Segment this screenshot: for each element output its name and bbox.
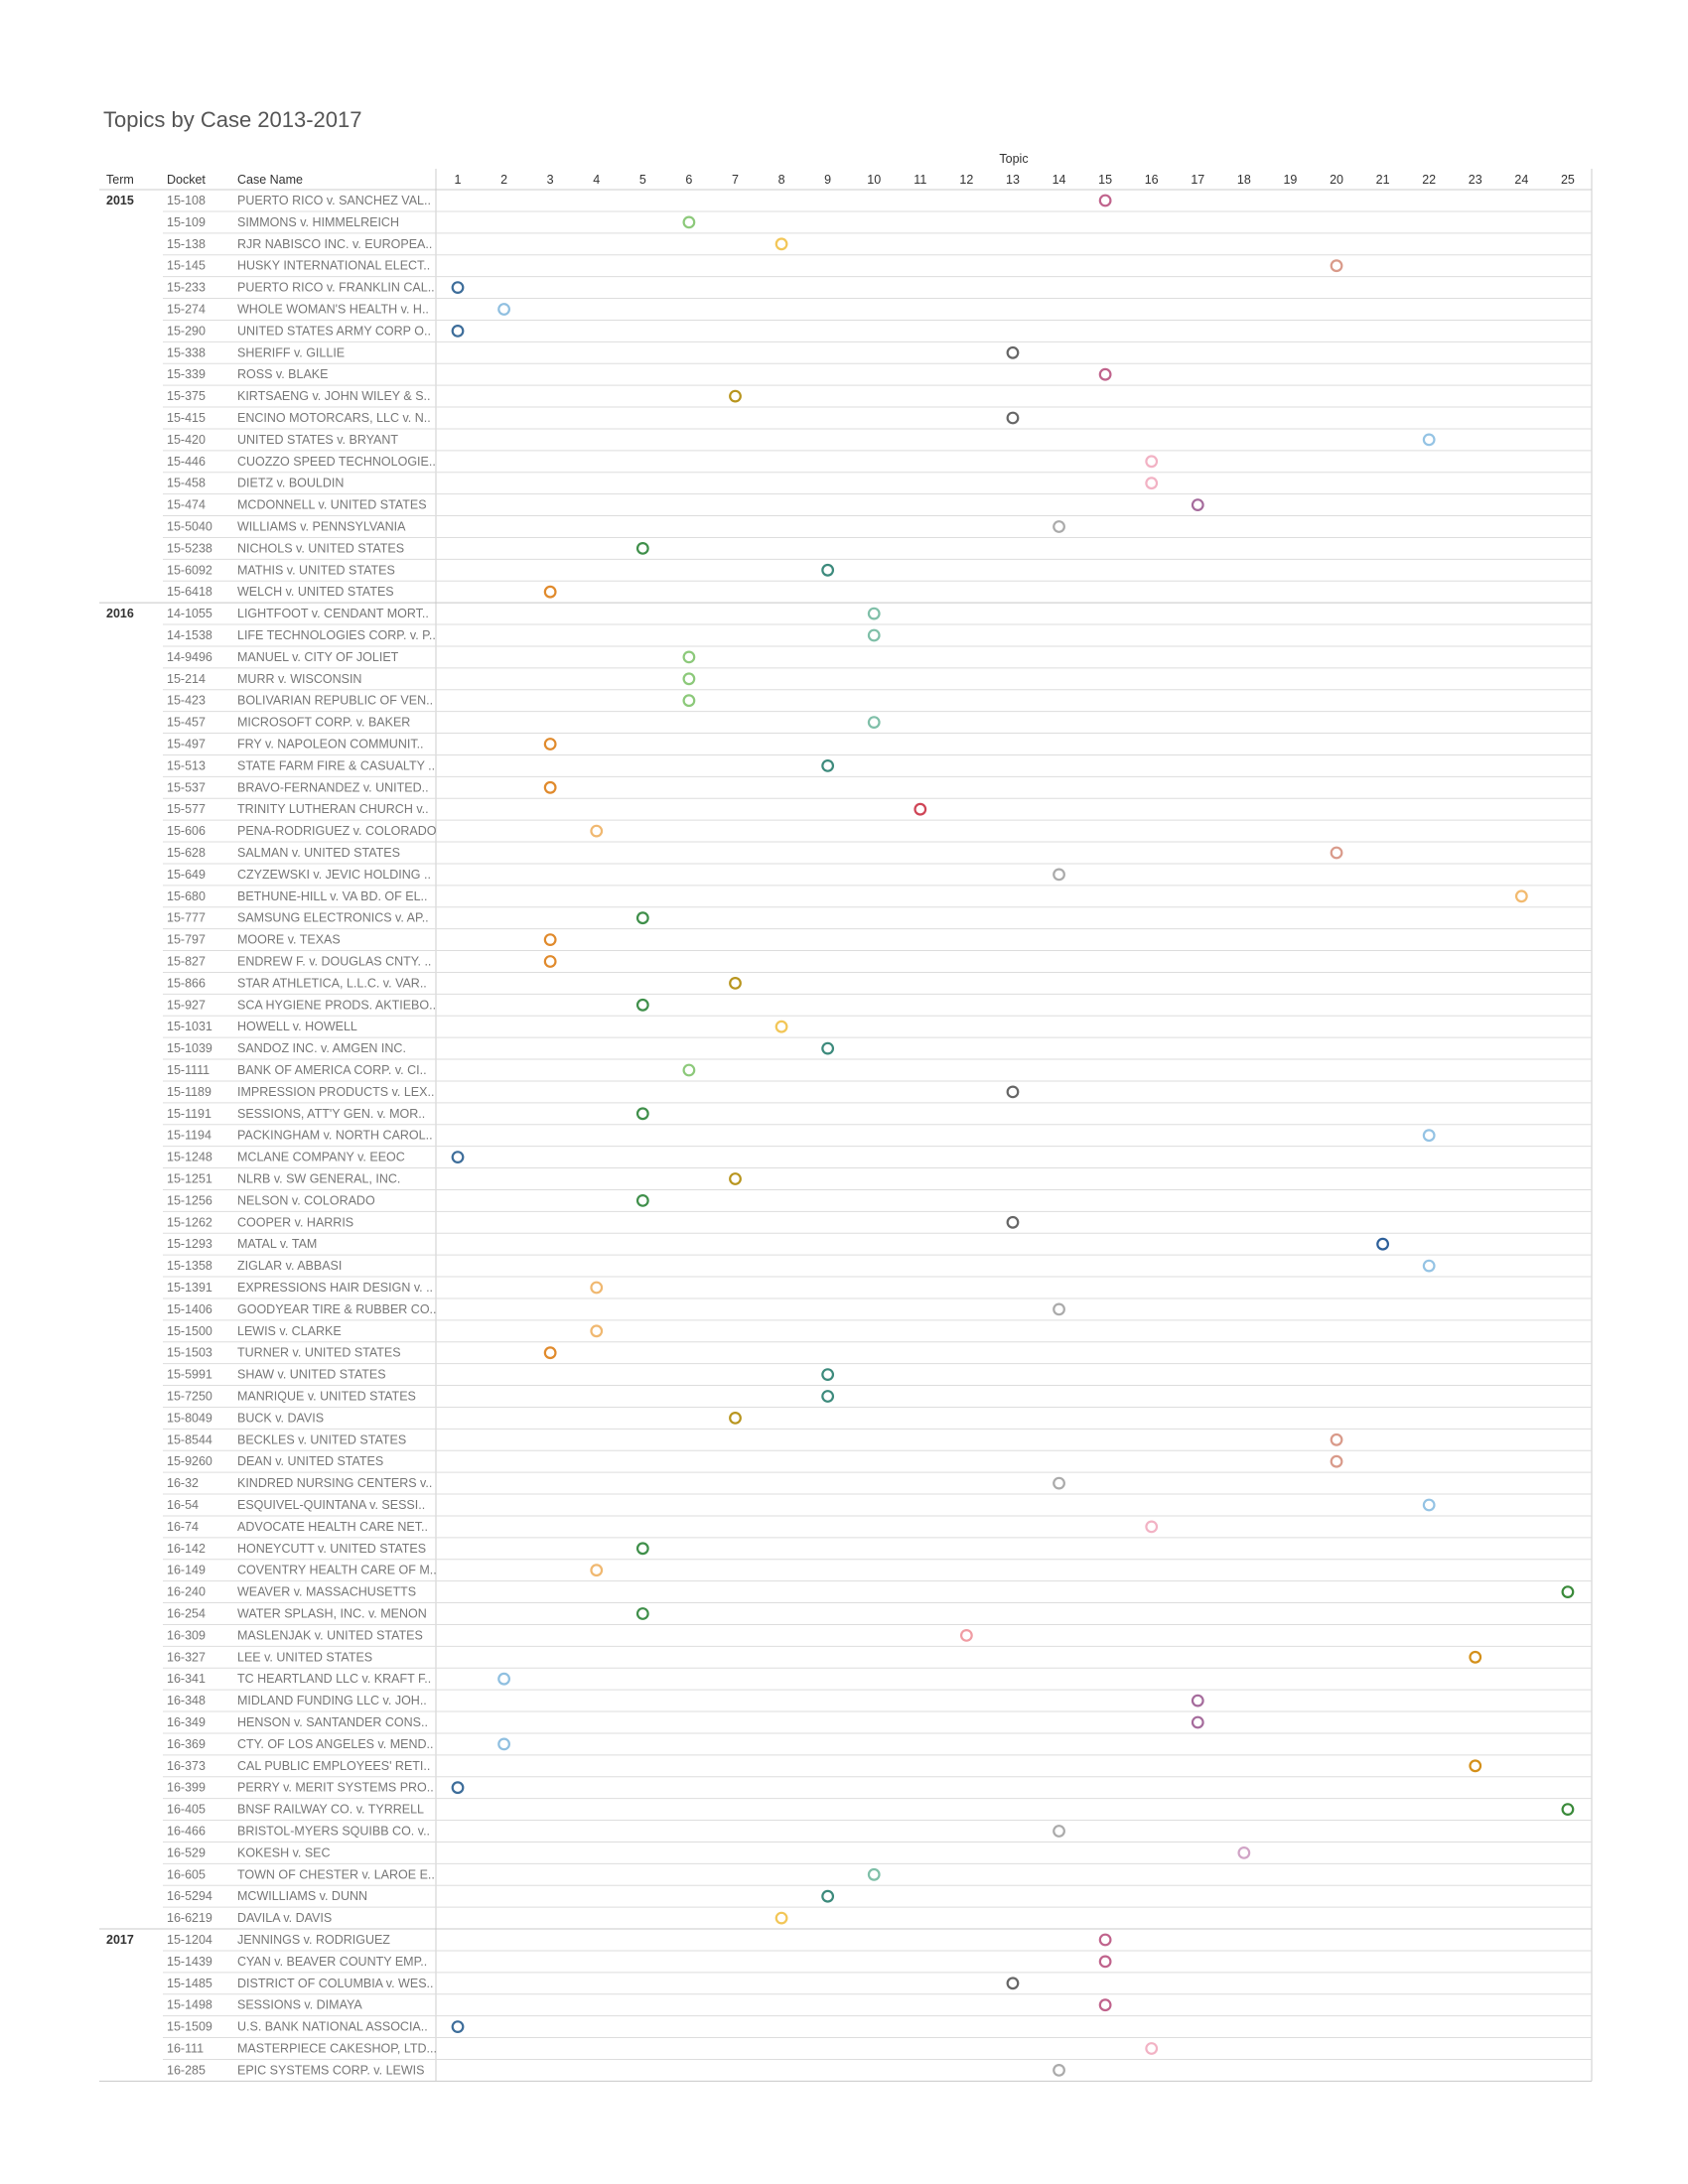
term-header: Term: [106, 173, 134, 187]
case-name-cell: SALMAN v. UNITED STATES: [237, 846, 400, 860]
topic-tick-18: 18: [1236, 173, 1251, 187]
topic-point: [1332, 260, 1342, 271]
case-name-cell: MICROSOFT CORP. v. BAKER: [237, 715, 411, 730]
case-name-cell: CTY. OF LOS ANGELES v. MEND..: [237, 1736, 434, 1751]
topic-point: [1377, 1239, 1388, 1250]
docket-cell: 16-111: [167, 2041, 205, 2056]
topic-point: [822, 760, 833, 771]
topic-point: [1054, 1478, 1064, 1489]
docket-cell: 15-457: [167, 715, 206, 730]
topic-point: [1100, 1999, 1111, 2010]
topic-point: [1193, 1696, 1203, 1706]
docket-cell: 15-1500: [167, 1323, 212, 1338]
topic-point: [730, 1173, 741, 1184]
docket-cell: 14-1055: [167, 607, 212, 621]
docket-cell: 16-373: [167, 1758, 206, 1773]
topic-point: [1146, 478, 1157, 488]
case-name-cell: WATER SPLASH, INC. v. MENON: [237, 1606, 427, 1621]
case-name-cell: LIFE TECHNOLOGIES CORP. v. P..: [237, 628, 436, 642]
topic-point: [1424, 1261, 1435, 1272]
case-name-cell: CUOZZO SPEED TECHNOLOGIE..: [237, 454, 436, 469]
topic-tick-11: 11: [914, 173, 927, 187]
case-rows: [99, 194, 1592, 2081]
topic-point: [684, 1065, 695, 1076]
topic-point: [1193, 499, 1203, 510]
topic-point: [1332, 1434, 1342, 1445]
topic-point: [776, 239, 787, 250]
case-name-cell: RJR NABISCO INC. v. EUROPEA..: [237, 236, 433, 251]
case-name-cell: DAVILA v. DAVIS: [237, 1911, 333, 1926]
case-name-cell: GOODYEAR TIRE & RUBBER CO..: [237, 1301, 437, 1316]
docket-cell: 15-1111: [167, 1063, 211, 1077]
docket-cell: 15-474: [167, 497, 206, 512]
case-name-cell: BECKLES v. UNITED STATES: [237, 1433, 407, 1447]
topic-point: [637, 1195, 648, 1206]
topic-point: [545, 739, 556, 750]
case-name-cell: BETHUNE-HILL v. VA BD. OF EL..: [237, 888, 428, 903]
case-name-cell: DISTRICT OF COLUMBIA v. WES..: [237, 1976, 434, 1990]
docket-cell: 15-497: [167, 737, 206, 751]
topic-tick-9: 9: [824, 173, 832, 187]
docket-cell: 15-1039: [167, 1041, 212, 1056]
topic-point: [591, 826, 602, 837]
docket-cell: 15-649: [167, 867, 206, 882]
docket-cell: 15-680: [167, 888, 206, 903]
topic-point: [776, 1022, 787, 1032]
topic-tick-20: 20: [1330, 173, 1343, 187]
docket-cell: 15-927: [167, 998, 206, 1013]
case-name-cell: KIRTSAENG v. JOHN WILEY & S..: [237, 389, 431, 404]
topic-point: [545, 956, 556, 967]
topic-point: [637, 1000, 648, 1011]
docket-cell: 15-1194: [167, 1128, 211, 1143]
topic-point: [498, 1739, 509, 1750]
docket-cell: 15-537: [167, 780, 206, 795]
docket-cell: 15-8049: [167, 1411, 212, 1426]
docket-cell: 16-466: [167, 1824, 206, 1839]
topic-point: [637, 543, 648, 554]
case-name-cell: ZIGLAR v. ABBASI: [237, 1259, 343, 1274]
topic-point: [637, 1109, 648, 1120]
docket-cell: 15-1256: [167, 1193, 212, 1208]
topic-tick-8: 8: [777, 173, 785, 187]
case-name-cell: EPIC SYSTEMS CORP. v. LEWIS: [237, 2063, 425, 2078]
case-name-cell: LIGHTFOOT v. CENDANT MORT..: [237, 607, 429, 621]
docket-cell: 15-458: [167, 476, 206, 490]
case-name-cell: ROSS v. BLAKE: [237, 367, 329, 382]
topic-point: [1424, 1130, 1435, 1141]
docket-cell: 15-423: [167, 693, 206, 708]
case-name-cell: BRAVO-FERNANDEZ v. UNITED..: [237, 780, 429, 795]
topic-point: [1054, 521, 1064, 532]
topic-point: [1054, 1304, 1064, 1315]
topic-tick-2: 2: [500, 173, 508, 187]
topic-point: [1146, 2043, 1157, 2054]
topic-tick-labels: [455, 173, 1575, 187]
topic-point: [730, 391, 741, 402]
case-name-cell: LEWIS v. CLARKE: [237, 1323, 342, 1338]
topic-point: [453, 1782, 464, 1793]
docket-cell: 16-74: [167, 1519, 199, 1534]
topic-tick-10: 10: [867, 173, 882, 187]
case-name-cell: TOWN OF CHESTER v. LAROE E..: [237, 1867, 435, 1882]
case-name-cell: FRY v. NAPOLEON COMMUNIT..: [237, 737, 424, 751]
topic-point: [453, 282, 464, 293]
case-name-cell: PERRY v. MERIT SYSTEMS PRO..: [237, 1780, 434, 1795]
case-name-cell: SHERIFF v. GILLIE: [237, 345, 346, 360]
topic-axis-title: Topic: [999, 152, 1029, 166]
topic-tick-7: 7: [732, 173, 739, 187]
case-name-cell: NELSON v. COLORADO: [237, 1193, 375, 1208]
topic-point: [545, 782, 556, 793]
case-name-cell: MCWILLIAMS v. DUNN: [237, 1889, 368, 1904]
case-name-cell: CYAN v. BEAVER COUNTY EMP..: [237, 1954, 428, 1969]
case-name-cell: WILLIAMS v. PENNSYLVANIA: [237, 519, 406, 534]
topic-point: [453, 326, 464, 337]
docket-cell: 14-9496: [167, 649, 212, 664]
topic-point: [869, 630, 880, 641]
topic-point: [730, 1413, 741, 1424]
case-name-cell: TURNER v. UNITED STATES: [237, 1345, 401, 1360]
case-name-cell: MASLENJAK v. UNITED STATES: [237, 1628, 423, 1643]
case-name-cell: NLRB v. SW GENERAL, INC.: [237, 1171, 401, 1186]
docket-cell: 15-8544: [167, 1433, 212, 1447]
topic-point: [591, 1565, 602, 1575]
case-name-cell: JENNINGS v. RODRIGUEZ: [237, 1933, 390, 1947]
topic-tick-24: 24: [1514, 173, 1529, 187]
docket-cell: 15-1485: [167, 1976, 212, 1990]
topic-tick-6: 6: [685, 173, 693, 187]
docket-cell: 15-797: [167, 932, 206, 947]
docket-cell: 16-529: [167, 1845, 206, 1860]
topic-point: [1470, 1761, 1480, 1772]
docket-cell: 16-341: [167, 1672, 206, 1687]
docket-cell: 16-348: [167, 1694, 206, 1708]
topic-point: [961, 1630, 972, 1641]
topic-point: [591, 1326, 602, 1337]
docket-cell: 16-149: [167, 1563, 206, 1577]
docket-cell: 15-1262: [167, 1215, 212, 1230]
case-name-cell: SESSIONS, ATT'Y GEN. v. MOR..: [237, 1106, 426, 1121]
case-name-cell: UNITED STATES v. BRYANT: [237, 432, 399, 447]
case-name-cell: ESQUIVEL-QUINTANA v. SESSI..: [237, 1498, 426, 1512]
docket-cell: 15-1439: [167, 1954, 212, 1969]
docket-cell: 15-1031: [167, 1020, 212, 1034]
docket-cell: 15-1509: [167, 2019, 212, 2034]
docket-cell: 15-108: [167, 194, 206, 207]
topic-tick-16: 16: [1144, 173, 1159, 187]
topic-point: [1470, 1652, 1480, 1663]
docket-cell: 16-5294: [167, 1889, 212, 1904]
docket-cell: 14-1538: [167, 628, 212, 642]
case-name-cell: CZYZEWSKI v. JEVIC HOLDING ..: [237, 867, 431, 882]
topic-point: [1193, 1717, 1203, 1728]
topic-point: [637, 912, 648, 923]
case-name-cell: BANK OF AMERICA CORP. v. CI..: [237, 1063, 427, 1077]
docket-cell: 16-32: [167, 1476, 199, 1491]
docket-cell: 15-1204: [167, 1933, 212, 1947]
topic-tick-12: 12: [959, 173, 974, 187]
docket-cell: 15-513: [167, 758, 206, 773]
case-name-cell: STAR ATHLETICA, L.L.C. v. VAR..: [237, 976, 427, 991]
case-name-cell: SESSIONS v. DIMAYA: [237, 1997, 362, 2012]
docket-cell: 15-1358: [167, 1259, 212, 1274]
docket-cell: 15-375: [167, 389, 206, 404]
topic-point: [1008, 1087, 1019, 1098]
topic-point: [915, 804, 926, 815]
topic-point: [1563, 1586, 1574, 1597]
topic-point: [453, 2021, 464, 2032]
docket-cell: 15-6092: [167, 563, 212, 578]
docket-cell: 15-339: [167, 367, 206, 382]
case-name-cell: DIETZ v. BOULDIN: [237, 476, 345, 490]
topic-tick-23: 23: [1468, 173, 1482, 187]
case-name-cell: SHAW v. UNITED STATES: [237, 1367, 386, 1382]
case-name-cell: MCDONNELL v. UNITED STATES: [237, 497, 427, 512]
case-name-cell: MIDLAND FUNDING LLC v. JOH..: [237, 1694, 427, 1708]
case-name-cell: NICHOLS v. UNITED STATES: [237, 541, 405, 556]
topic-point: [1008, 413, 1019, 424]
topic-point: [822, 1369, 833, 1380]
topic-point: [498, 1674, 509, 1685]
case-name-cell: KINDRED NURSING CENTERS v..: [237, 1476, 433, 1491]
topic-tick-17: 17: [1191, 173, 1205, 187]
case-name-cell: HUSKY INTERNATIONAL ELECT..: [237, 258, 431, 273]
topic-point: [1563, 1804, 1574, 1815]
case-name-cell: WHOLE WOMAN'S HEALTH v. H..: [237, 302, 429, 317]
topic-point: [545, 587, 556, 598]
docket-cell: 15-1189: [167, 1084, 211, 1099]
docket-cell: 15-1503: [167, 1345, 212, 1360]
docket-cell: 16-54: [167, 1498, 199, 1512]
case-name-cell: COOPER v. HARRIS: [237, 1215, 354, 1230]
case-name-cell: SCA HYGIENE PRODS. AKTIEBO..: [237, 998, 437, 1013]
topic-tick-3: 3: [546, 173, 554, 187]
topic-point: [498, 304, 509, 315]
case-name-cell: STATE FARM FIRE & CASUALTY ..: [237, 758, 436, 773]
topic-point: [684, 217, 695, 228]
topic-point: [822, 1043, 833, 1054]
docket-cell: 16-349: [167, 1715, 206, 1729]
docket-cell: 15-1391: [167, 1281, 212, 1295]
case-name-cell: COVENTRY HEALTH CARE OF M..: [237, 1563, 437, 1577]
topic-tick-5: 5: [638, 173, 646, 187]
case-name-cell: PUERTO RICO v. FRANKLIN CAL..: [237, 280, 435, 295]
docket-cell: 15-1498: [167, 1997, 212, 2012]
topic-point: [1100, 1957, 1111, 1968]
case-name-cell: TRINITY LUTHERAN CHURCH v..: [237, 802, 429, 817]
topic-point: [869, 1869, 880, 1880]
topic-point: [869, 609, 880, 619]
topic-point: [1424, 435, 1435, 446]
topic-point: [1146, 457, 1157, 468]
topic-point: [1239, 1847, 1250, 1858]
docket-cell: 15-420: [167, 432, 206, 447]
docket-cell: 16-254: [167, 1606, 206, 1621]
topic-tick-13: 13: [1006, 173, 1020, 187]
docket-cell: 16-6219: [167, 1911, 212, 1926]
docket-cell: 15-338: [167, 345, 206, 360]
topic-point: [822, 1391, 833, 1402]
topic-tick-4: 4: [593, 173, 601, 187]
topic-tick-25: 25: [1560, 173, 1575, 187]
topic-tick-19: 19: [1283, 173, 1298, 187]
case-name-cell: MANRIQUE v. UNITED STATES: [237, 1389, 416, 1404]
docket-cell: 15-606: [167, 824, 206, 839]
docket-cell: 15-9260: [167, 1454, 212, 1469]
topic-tick-14: 14: [1052, 173, 1066, 187]
case-name-cell: SIMMONS v. HIMMELREICH: [237, 214, 399, 229]
docket-cell: 15-274: [167, 302, 206, 317]
docket-cell: 16-369: [167, 1736, 206, 1751]
topic-point: [684, 695, 695, 706]
docket-cell: 15-109: [167, 214, 206, 229]
docket-cell: 15-446: [167, 454, 206, 469]
case-name-cell: EXPRESSIONS HAIR DESIGN v. ..: [237, 1281, 434, 1295]
topic-point: [1424, 1500, 1435, 1511]
docket-cell: 16-142: [167, 1541, 206, 1556]
docket-cell: 15-6418: [167, 585, 212, 600]
topic-tick-22: 22: [1422, 173, 1437, 187]
docket-cell: 16-605: [167, 1867, 206, 1882]
docket-cell: 15-415: [167, 411, 206, 425]
docket-cell: 15-5991: [167, 1367, 212, 1382]
case-name-header: Case Name: [237, 173, 303, 187]
topic-tick-1: 1: [454, 173, 462, 187]
topic-point: [1100, 196, 1111, 206]
case-name-cell: PUERTO RICO v. SANCHEZ VAL..: [237, 194, 431, 207]
docket-cell: 15-214: [167, 671, 206, 686]
docket-cell: 15-1248: [167, 1150, 212, 1164]
case-name-cell: IMPRESSION PRODUCTS v. LEX..: [237, 1084, 435, 1099]
case-name-cell: PACKINGHAM v. NORTH CAROL..: [237, 1128, 433, 1143]
docket-cell: 15-145: [167, 258, 206, 273]
term-label: 2017: [106, 1933, 134, 1947]
case-name-cell: TC HEARTLAND LLC v. KRAFT F..: [237, 1672, 432, 1687]
case-name-cell: DEAN v. UNITED STATES: [237, 1454, 384, 1469]
docket-cell: 15-7250: [167, 1389, 212, 1404]
docket-cell: 16-285: [167, 2063, 206, 2078]
docket-cell: 15-5040: [167, 519, 212, 534]
case-name-cell: BNSF RAILWAY CO. v. TYRRELL: [237, 1802, 425, 1817]
topic-point: [1008, 1979, 1019, 1989]
topic-point: [1054, 1826, 1064, 1837]
docket-cell: 15-1191: [167, 1106, 211, 1121]
case-name-cell: SAMSUNG ELECTRONICS v. AP..: [237, 910, 429, 925]
topic-point: [776, 1913, 787, 1924]
topic-point: [822, 1891, 833, 1902]
case-name-cell: MCLANE COMPANY v. EEOC: [237, 1150, 405, 1164]
docket-cell: 15-866: [167, 976, 206, 991]
case-name-cell: CAL PUBLIC EMPLOYEES' RETI..: [237, 1758, 431, 1773]
topic-point: [822, 565, 833, 576]
topic-tick-15: 15: [1098, 173, 1113, 187]
case-name-cell: HOWELL v. HOWELL: [237, 1020, 357, 1034]
topic-point: [730, 978, 741, 989]
chart-title: Topics by Case 2013-2017: [103, 107, 362, 132]
case-name-cell: WELCH v. UNITED STATES: [237, 585, 394, 600]
docket-cell: 16-240: [167, 1584, 206, 1599]
topic-point: [1332, 848, 1342, 859]
case-name-cell: MATHIS v. UNITED STATES: [237, 563, 395, 578]
case-name-cell: PENA-RODRIGUEZ v. COLORADO: [237, 824, 437, 839]
case-name-cell: LEE v. UNITED STATES: [237, 1650, 373, 1665]
topic-point: [1516, 891, 1527, 902]
case-name-cell: UNITED STATES ARMY CORP O..: [237, 324, 431, 339]
topic-point: [637, 1608, 648, 1619]
case-name-cell: BUCK v. DAVIS: [237, 1411, 325, 1426]
topic-point: [453, 1152, 464, 1162]
case-name-cell: BRISTOL-MYERS SQUIBB CO. v..: [237, 1824, 431, 1839]
docket-cell: 15-1406: [167, 1301, 212, 1316]
case-name-cell: KOKESH v. SEC: [237, 1845, 331, 1860]
case-name-cell: MATAL v. TAM: [237, 1237, 318, 1252]
docket-cell: 15-233: [167, 280, 206, 295]
term-label: 2015: [106, 194, 134, 207]
topic-point: [1100, 1935, 1111, 1946]
topic-tick-21: 21: [1375, 173, 1390, 187]
docket-cell: 15-577: [167, 802, 206, 817]
topic-point: [1100, 369, 1111, 380]
topic-point: [1054, 870, 1064, 881]
topic-point: [869, 717, 880, 728]
topic-point: [684, 674, 695, 685]
topic-point: [684, 652, 695, 663]
case-name-cell: ENDREW F. v. DOUGLAS CNTY. ..: [237, 954, 432, 969]
topic-point: [1008, 347, 1019, 358]
docket-cell: 15-1251: [167, 1171, 212, 1186]
topic-point: [1146, 1522, 1157, 1533]
case-name-cell: BOLIVARIAN REPUBLIC OF VEN..: [237, 693, 434, 708]
case-name-cell: U.S. BANK NATIONAL ASSOCIA..: [237, 2019, 428, 2034]
topic-point: [545, 1347, 556, 1358]
case-name-cell: HONEYCUTT v. UNITED STATES: [237, 1541, 427, 1556]
topic-point: [637, 1544, 648, 1555]
case-name-cell: SANDOZ INC. v. AMGEN INC.: [237, 1041, 406, 1056]
docket-cell: 15-628: [167, 846, 206, 860]
docket-cell: 15-5238: [167, 541, 212, 556]
docket-header: Docket: [167, 173, 206, 187]
docket-cell: 16-405: [167, 1802, 206, 1817]
case-name-cell: HENSON v. SANTANDER CONS..: [237, 1715, 428, 1729]
case-name-cell: MANUEL v. CITY OF JOLIET: [237, 649, 399, 664]
docket-cell: 16-327: [167, 1650, 206, 1665]
case-name-cell: MURR v. WISCONSIN: [237, 671, 362, 686]
docket-cell: 15-827: [167, 954, 206, 969]
case-name-cell: WEAVER v. MASSACHUSETTS: [237, 1584, 417, 1599]
docket-cell: 15-777: [167, 910, 206, 925]
case-name-cell: ENCINO MOTORCARS, LLC v. N..: [237, 411, 431, 425]
topic-point: [1008, 1217, 1019, 1228]
docket-cell: 16-399: [167, 1780, 206, 1795]
topic-point: [591, 1283, 602, 1294]
docket-cell: 15-290: [167, 324, 206, 339]
topic-point: [545, 934, 556, 945]
case-name-cell: ADVOCATE HEALTH CARE NET..: [237, 1519, 428, 1534]
docket-cell: 15-138: [167, 236, 206, 251]
topic-point: [1332, 1456, 1342, 1467]
case-name-cell: MASTERPIECE CAKESHOP, LTD...: [237, 2041, 437, 2056]
topic-point: [1054, 2065, 1064, 2076]
term-label: 2016: [106, 607, 134, 621]
docket-cell: 16-309: [167, 1628, 206, 1643]
case-name-cell: MOORE v. TEXAS: [237, 932, 341, 947]
docket-cell: 15-1293: [167, 1237, 212, 1252]
